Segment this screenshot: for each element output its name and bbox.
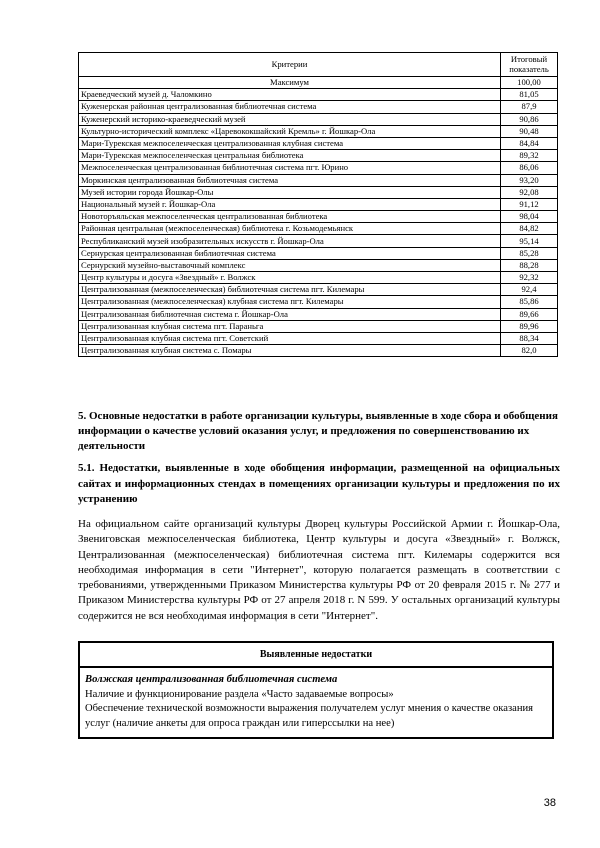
table-row: [79, 89, 558, 101]
org-name-cell: Централизованная (межпоселенческая) библиотечная система пгт. Килемары: [79, 284, 501, 296]
score-cell: 98,04: [501, 211, 558, 223]
org-name-cell: Межпоселенческая централизованная библиотечная система пгт. Юрино: [79, 162, 501, 174]
score-cell: 92,32: [501, 272, 558, 284]
score-cell: 85,86: [501, 296, 558, 308]
table-row: [79, 332, 558, 344]
deficiency-item: Наличие и функционирование раздела «Часто задаваемые вопросы»: [85, 688, 394, 700]
score-cell: 95,14: [501, 235, 558, 247]
table-row: [79, 137, 558, 149]
org-name-cell: Централизованная клубная система пгт. Советский: [79, 332, 501, 344]
table-row: [79, 320, 558, 332]
table-row: [79, 150, 558, 162]
score-cell: 87,9: [501, 101, 558, 113]
score-cell: 89,66: [501, 308, 558, 320]
org-name-cell: Районная центральная (межпоселенческая) библиотека г. Козьмодемьянск: [79, 223, 501, 235]
score-cell: 92,08: [501, 186, 558, 198]
org-name-cell: Централизованная клубная система пгт. Параньга: [79, 320, 501, 332]
page-number: 38: [543, 797, 556, 809]
org-name-cell: Национальный музей г. Йошкар-Ола: [79, 198, 501, 210]
org-name-cell: Культурно-исторический комплекс «Царевококшайский Кремль» г. Йошкар-Ола: [79, 125, 501, 137]
table-row: [79, 186, 558, 198]
table-header-row: [79, 53, 558, 77]
org-name-cell: Куженерский историко-краеведческий музей: [79, 113, 501, 125]
max-label: Максимум: [79, 77, 501, 89]
table-row: [79, 211, 558, 223]
table-row: [79, 223, 558, 235]
score-cell: 82,0: [501, 345, 558, 357]
deficiencies-box: [78, 641, 554, 739]
deficiencies-header: Выявленные недостатки: [80, 643, 552, 668]
score-cell: 90,86: [501, 113, 558, 125]
score-cell: 89,96: [501, 320, 558, 332]
ratings-table: [78, 52, 558, 357]
section-5-1-heading: 5.1. Недостатки, выявленные в ходе обобщения информации, размещенной на официальных сайтах и информационных стендах в помещениях организации культуры и предложения по их устранению: [78, 462, 560, 505]
table-row: [79, 259, 558, 271]
org-name-cell: Централизованная библиотечная система г. Йошкар-Ола: [79, 308, 501, 320]
deficiency-org-name: Волжская централизованная библиотечная система: [85, 674, 338, 685]
header-score: Итоговый показатель: [501, 53, 558, 77]
score-cell: 88,28: [501, 259, 558, 271]
org-name-cell: Централизованная (межпоселенческая) клубная система пгт. Килемары: [79, 296, 501, 308]
org-name-cell: Централизованная клубная система с. Помары: [79, 345, 501, 357]
table-row: [79, 284, 558, 296]
body-paragraph: На официальном сайте организаций культуры Дворец культуры Российской Армии г. Йошкар-Ола, Звениговская межпоселенческая библиотека, Центр культуры и досуга «Звездный» г. Волжск, Централизованная (межпоселенческая) библиотечная система пгт. Килемары содержится вся необходимая информация в сети "Интернет", которую полагается размещать в соответствии с требованиями, утвержденными Приказом Министерства культуры РФ от 20 февраля 2015 г. № 277 и Приказом Министерства культуры РФ от 27 апреля 2018 г. N 599. У остальных организаций культуры содержится не вся необходимая информация в сети "Интернет".: [78, 518, 560, 622]
score-cell: 90,48: [501, 125, 558, 137]
score-cell: 93,20: [501, 174, 558, 186]
score-cell: 92,4: [501, 284, 558, 296]
max-value: 100,00: [501, 77, 558, 89]
score-cell: 81,05: [501, 89, 558, 101]
org-name-cell: Куженерская районная централизованная библиотечная система: [79, 101, 501, 113]
header-criteria: Критерии: [79, 53, 501, 77]
org-name-cell: Сернурский музейно-выставочный комплекс: [79, 259, 501, 271]
deficiencies-body: [80, 668, 552, 737]
org-name-cell: Центр культуры и досуга «Звездный» г. Волжск: [79, 272, 501, 284]
table-row: [79, 113, 558, 125]
table-row: [79, 235, 558, 247]
table-row: [79, 162, 558, 174]
score-cell: 89,32: [501, 150, 558, 162]
table-row: [79, 345, 558, 357]
table-row: [79, 174, 558, 186]
table-row: [79, 247, 558, 259]
table-row: [79, 296, 558, 308]
org-name-cell: Музей истории города Йошкар-Олы: [79, 186, 501, 198]
table-row: [79, 272, 558, 284]
score-cell: 88,34: [501, 332, 558, 344]
table-row: [79, 308, 558, 320]
org-name-cell: Краеведческий музей д. Чаломкино: [79, 89, 501, 101]
org-name-cell: Сернурская централизованная библиотечная система: [79, 247, 501, 259]
deficiency-item: Обеспечение технической возможности выражения получателем услуг мнения о качестве оказания услуг (наличие анкеты для опроса граждан или гиперссылки на нее): [85, 703, 534, 729]
table-row: [79, 198, 558, 210]
score-cell: 84,82: [501, 223, 558, 235]
score-cell: 91,12: [501, 198, 558, 210]
score-cell: 84,84: [501, 137, 558, 149]
org-name-cell: Мари-Турекская межпоселенческая централизованная клубная система: [79, 137, 501, 149]
org-name-cell: Новоторъяльская межпоселенческая централизованная библиотека: [79, 211, 501, 223]
score-cell: 85,28: [501, 247, 558, 259]
table-row: [79, 101, 558, 113]
table-row: [79, 125, 558, 137]
section-5-heading: 5. Основные недостатки в работе организации культуры, выявленные в ходе сбора и обобщения информации о качестве условий оказания услуг, и предложения по совершенствованию их деятельности: [78, 410, 558, 452]
org-name-cell: Моркинская централизованная библиотечная система: [79, 174, 501, 186]
org-name-cell: Мари-Турекская межпоселенческая центральная библиотека: [79, 150, 501, 162]
org-name-cell: Республиканский музей изобразительных искусств г. Йошкар-Ола: [79, 235, 501, 247]
score-cell: 86,06: [501, 162, 558, 174]
max-row: [79, 77, 558, 89]
